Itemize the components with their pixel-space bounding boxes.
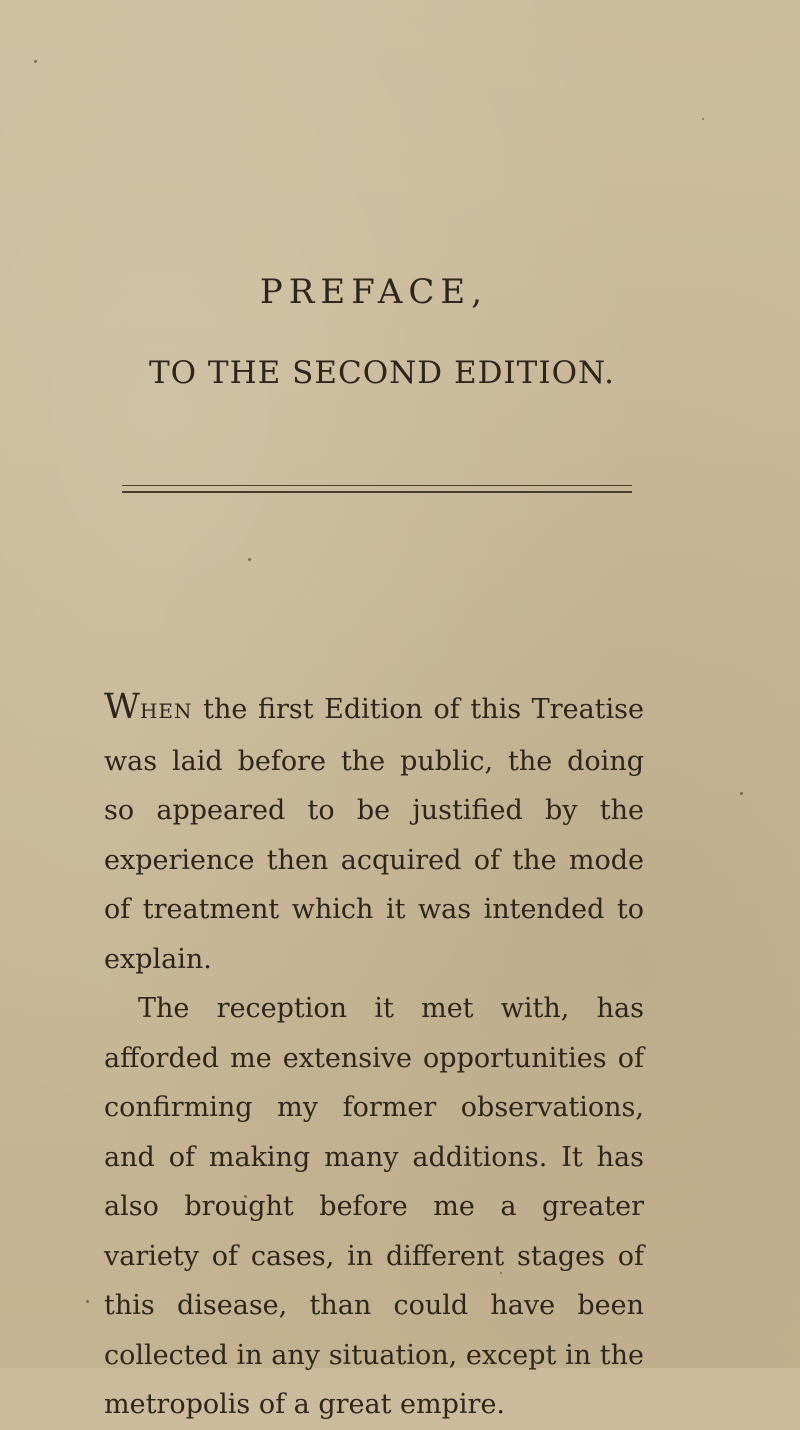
paragraph-text: the first Edition of this Treatise was laid before the public, the doing so appeared to be justified by the experience then acquired of the mode of treatment which it was intended to explain. [104,694,644,975]
paper-speck [248,558,251,561]
drop-cap: W [104,687,140,727]
paper-speck [702,118,704,120]
divider-rule [122,491,632,493]
paragraph [104,685,644,984]
small-caps-text: HEN [139,699,193,723]
body-text [104,685,644,1430]
paper-speck [86,1300,89,1303]
page-title: PREFACE, [259,272,489,312]
paper-speck [34,60,37,63]
paper-speck [740,792,743,795]
page-subtitle: TO THE SECOND EDITION. [148,355,616,391]
divider-rule [122,485,632,486]
paragraph: The reception it met with, has afforded me extensive opportunities of confirming my former observations, and of making many additions. It has also brought before me a greater variety of cases, in different stages of this disease, than could have been collected in any situation, except in the metropolis of a great empire. [104,993,644,1420]
